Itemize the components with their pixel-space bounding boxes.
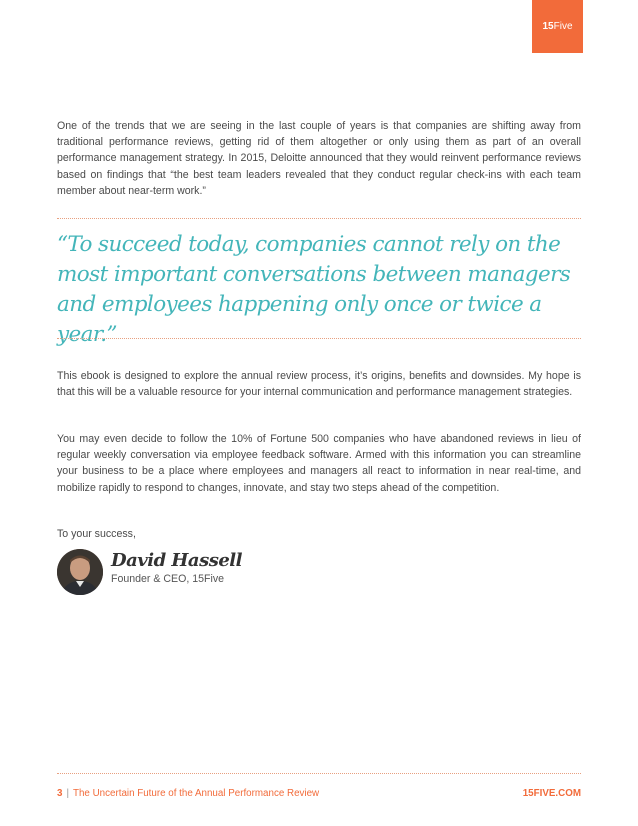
intro-paragraph: One of the trends that we are seeing in the last couple of years is that companies are shifting away from traditional performance reviews, getting rid of them altogether or only using them as part of an overall performance management strategy. In 2015, Deloitte announced that they would reinvent performance reviews based on findings that “the best team leaders revealed that they conduct regular check-ins with each team member about near-term work.” xyxy=(57,120,581,197)
brand-logo-rest: Five xyxy=(553,21,573,32)
body-paragraph: This ebook is designed to explore the annual review process, it’s origins, benefits and downsides. My hope is that this will be a valuable resource for your internal communication and performance management strategies. xyxy=(57,370,581,399)
pull-quote: “To succeed today, companies cannot rely on the most important conversations between managers and employees happening only once or twice a year.” xyxy=(57,232,571,347)
footer-info xyxy=(57,788,319,799)
signature-name: David Hassell xyxy=(111,550,242,571)
footer-divider xyxy=(57,773,581,774)
page-number: 3 xyxy=(57,788,63,799)
quote-top-divider xyxy=(57,218,581,219)
website-link[interactable]: 15FIVE.COM xyxy=(522,788,581,799)
quote-bottom-divider xyxy=(57,338,581,339)
brand-logo-bold: 15 xyxy=(542,21,554,32)
document-title: The Uncertain Future of the Annual Performance Review xyxy=(73,788,320,799)
author-portrait-icon xyxy=(57,549,103,595)
closing-line: To your success, xyxy=(57,528,136,540)
footer-separator: | xyxy=(66,788,69,799)
author-avatar xyxy=(57,549,103,595)
body-paragraph: You may even decide to follow the 10% of Fortune 500 companies who have abandoned reviews in lieu of regular weekly conversation via employee feedback software. Armed with this information you can streamline your business to be a place where employees and managers all react to information in near real-time, and mobilize rapidly to respond to changes, innovate, and stay two steps ahead of the competition. xyxy=(57,433,581,494)
signature-title: Founder & CEO, 15Five xyxy=(111,573,225,585)
brand-logo-tab xyxy=(532,0,583,53)
